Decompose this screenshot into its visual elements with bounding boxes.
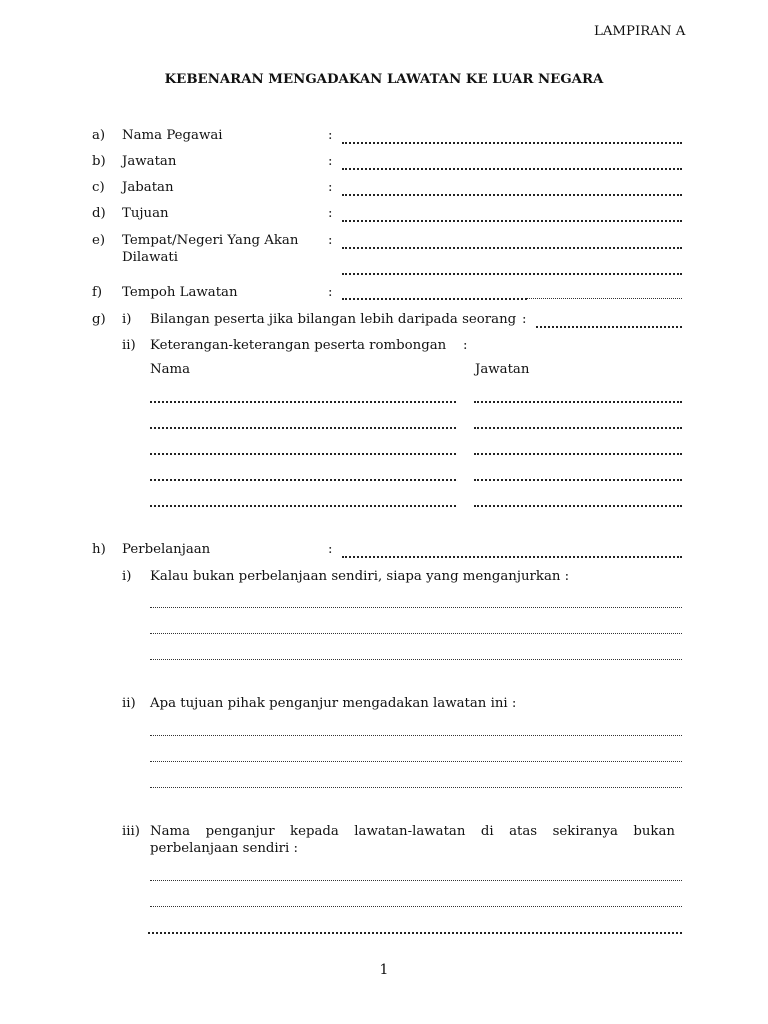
sponsor-names-label: [150, 824, 675, 839]
column-header-position: Jawatan: [475, 362, 530, 377]
word: Nama: [150, 824, 191, 839]
sponsor-input-line[interactable]: [150, 607, 682, 608]
expenses-input-line[interactable]: [342, 556, 682, 558]
sponsor-input-line[interactable]: [150, 633, 682, 634]
item-number-i: i): [122, 569, 132, 584]
participant-position-line[interactable]: [474, 453, 682, 455]
participant-position-line[interactable]: [474, 505, 682, 507]
field-label-expenses: Perbelanjaan: [122, 542, 211, 557]
sponsor-purpose-label: Apa tujuan pihak penganjur mengadakan lawatan ini :: [150, 696, 517, 711]
field-label-destination-line2: Dilawati: [122, 250, 178, 265]
page-number: 1: [379, 962, 389, 978]
participant-position-line[interactable]: [474, 479, 682, 481]
field-colon: :: [328, 180, 333, 195]
participant-details-label: Keterangan-keterangan peserta rombongan: [150, 338, 447, 353]
participant-count-label: Bilangan peserta jika bilangan lebih daripada seorang: [150, 312, 517, 327]
participant-name-line[interactable]: [150, 479, 456, 481]
field-letter-g: g): [92, 312, 106, 327]
field-label-destination: Tempat/Negeri Yang Akan: [122, 233, 299, 248]
word: kepada: [290, 824, 339, 839]
sponsor-names-input-line[interactable]: [150, 880, 682, 881]
field-colon: :: [463, 338, 468, 353]
field-colon: :: [522, 312, 527, 327]
sponsor-input-line[interactable]: [150, 659, 682, 660]
participant-position-line[interactable]: [474, 427, 682, 429]
word: sekiranya: [552, 824, 618, 839]
sponsor-purpose-input-line[interactable]: [150, 787, 682, 788]
department-input-line[interactable]: [342, 194, 682, 196]
field-label-duration: Tempoh Lawatan: [122, 285, 238, 300]
word: penganjur: [205, 824, 275, 839]
field-letter-h: h): [92, 542, 106, 557]
field-colon: :: [328, 154, 333, 169]
participant-name-line[interactable]: [150, 505, 456, 507]
form-title: KEBENARAN MENGADAKAN LAWATAN KE LUAR NEGARA: [164, 72, 604, 87]
field-colon: :: [328, 285, 333, 300]
sponsor-purpose-input-line[interactable]: [150, 735, 682, 736]
word: di: [480, 824, 494, 839]
field-colon: :: [328, 542, 333, 557]
participant-name-line[interactable]: [150, 427, 456, 429]
purpose-input-line[interactable]: [342, 220, 682, 222]
field-label-name: Nama Pegawai: [122, 128, 223, 143]
field-letter-d: d): [92, 206, 106, 221]
column-header-name: Nama: [150, 362, 191, 377]
destination-input-line-1[interactable]: [342, 247, 682, 249]
destination-input-line-2[interactable]: [342, 273, 682, 275]
participant-count-input-line[interactable]: [536, 326, 682, 328]
field-colon: :: [328, 233, 333, 248]
participant-name-line[interactable]: [150, 401, 456, 403]
sponsor-purpose-input-line[interactable]: [150, 761, 682, 762]
field-label-purpose: Tujuan: [122, 206, 169, 221]
field-letter-e: e): [92, 233, 106, 248]
field-letter-c: c): [92, 180, 105, 195]
duration-input-line[interactable]: [342, 298, 527, 300]
word: atas: [509, 824, 538, 839]
annex-label: LAMPIRAN A: [594, 24, 686, 39]
name-input-line[interactable]: [342, 142, 682, 144]
participant-position-line[interactable]: [474, 401, 682, 403]
word: lawatan-lawatan: [354, 824, 466, 839]
sponsor-names-label-line2: perbelanjaan sendiri :: [150, 841, 298, 856]
position-input-line[interactable]: [342, 168, 682, 170]
field-letter-b: b): [92, 154, 106, 169]
field-colon: :: [328, 206, 333, 221]
participant-name-line[interactable]: [150, 453, 456, 455]
sponsor-names-input-line[interactable]: [150, 906, 682, 907]
field-label-position: Jawatan: [122, 154, 177, 169]
item-number-i: i): [122, 312, 132, 327]
item-number-ii: ii): [122, 696, 136, 711]
field-label-department: Jabatan: [122, 180, 174, 195]
item-number-ii: ii): [122, 338, 136, 353]
sponsor-names-input-line[interactable]: [148, 932, 682, 934]
field-letter-a: a): [92, 128, 106, 143]
sponsor-label: Kalau bukan perbelanjaan sendiri, siapa yang menganjurkan :: [150, 569, 570, 584]
field-letter-f: f): [92, 285, 103, 300]
item-number-iii: iii): [122, 824, 140, 839]
field-colon: :: [328, 128, 333, 143]
word: bukan: [633, 824, 675, 839]
duration-input-line-tail[interactable]: [527, 298, 682, 299]
